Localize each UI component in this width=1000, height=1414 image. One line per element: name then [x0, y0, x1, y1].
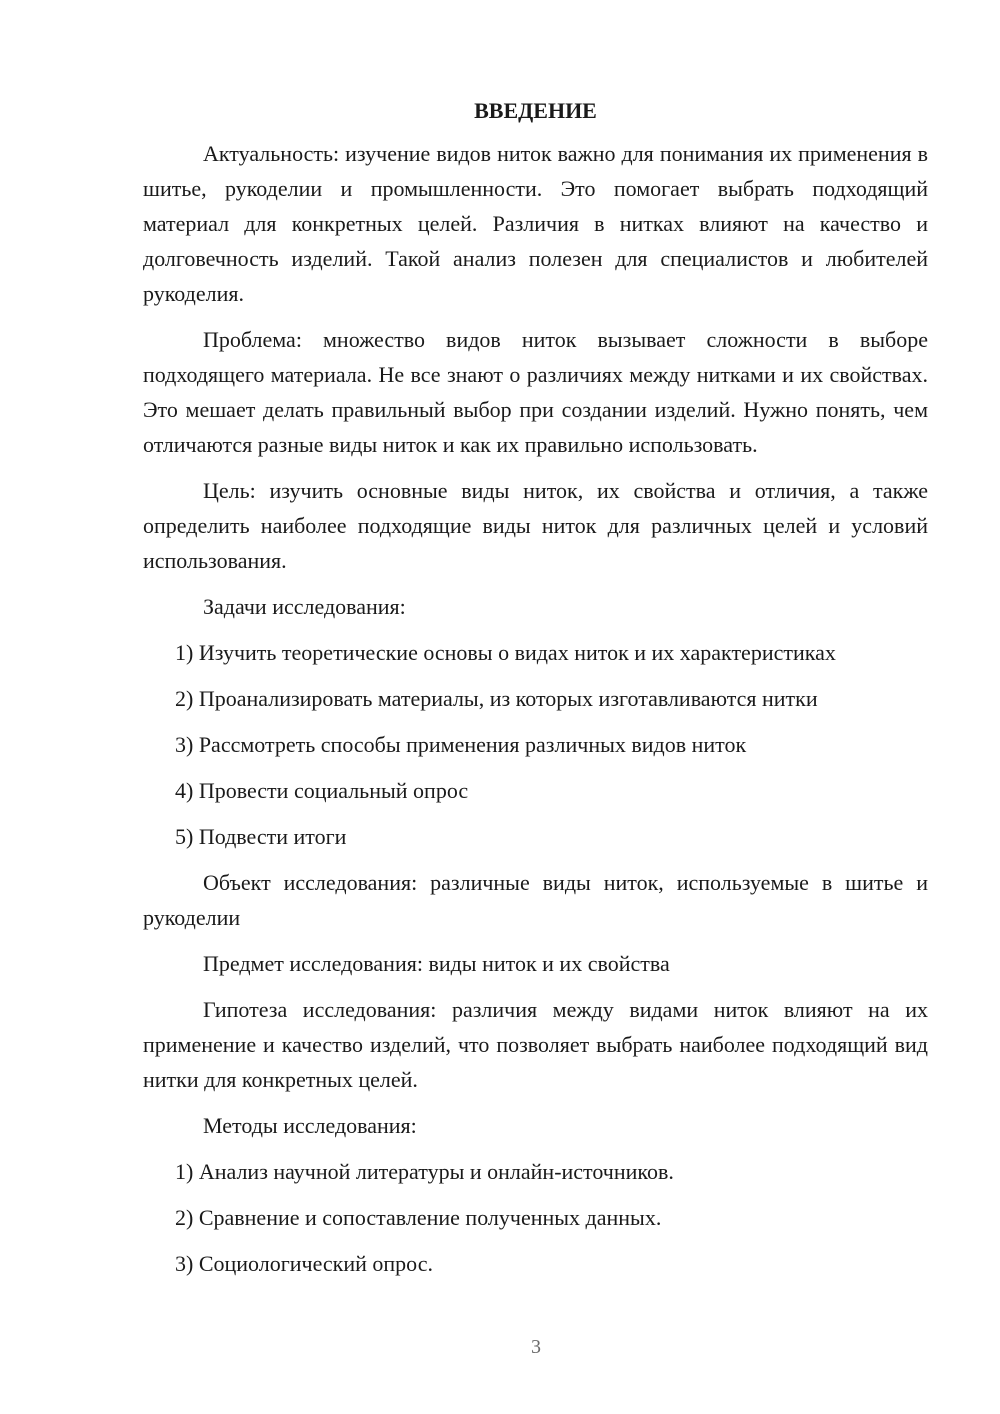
object-paragraph: Объект исследования: различные виды ниток, используемые в шитье и рукоделии [143, 870, 928, 930]
problem-paragraph: Проблема: множество видов ниток вызывает сложности в выборе подходящего материала. Не все знают о различиях между нитками и их свойствах. Это мешает делать правильный выбор при создании изделий. Нужно понять, чем отличаются разные виды ниток и как их правильно использовать. [143, 327, 928, 457]
task-item: 3) Рассмотреть способы применения различных видов ниток [175, 732, 747, 757]
page-content [143, 96, 928, 1292]
task-item: 1) Изучить теоретические основы о видах ниток и их характеристиках [175, 640, 836, 665]
method-item: 3) Социологический опрос. [175, 1251, 433, 1276]
tasks-heading: Задачи исследования: [203, 594, 406, 619]
page-number: 3 [531, 1336, 541, 1358]
methods-heading: Методы исследования: [203, 1113, 417, 1138]
method-item: 1) Анализ научной литературы и онлайн-источников. [175, 1159, 674, 1184]
subject-paragraph: Предмет исследования: виды ниток и их свойства [203, 951, 670, 976]
goal-paragraph: Цель: изучить основные виды ниток, их свойства и отличия, а также определить наиболее подходящие виды ниток для различных целей и условий использования. [143, 478, 928, 573]
relevance-paragraph: Актуальность: изучение видов ниток важно для понимания их применения в шитье, рукоделии и промышленности. Это помогает выбрать подходящий материал для конкретных целей. Различия в нитках влияют на качество и долговечность изделий. Такой анализ полезен для специалистов и любителей рукоделия. [143, 141, 928, 306]
task-item: 5) Подвести итоги [175, 824, 347, 849]
task-item: 4) Провести социальный опрос [175, 778, 469, 803]
method-item: 2) Сравнение и сопоставление полученных данных. [175, 1205, 662, 1230]
hypothesis-paragraph: Гипотеза исследования: различия между видами ниток влияют на их применение и качество изделий, что позволяет выбрать наиболее подходящий вид нитки для конкретных целей. [143, 997, 928, 1092]
task-item: 2) Проанализировать материалы, из которых изготавливаются нитки [175, 686, 818, 711]
page-title: ВВЕДЕНИЕ [474, 98, 597, 123]
